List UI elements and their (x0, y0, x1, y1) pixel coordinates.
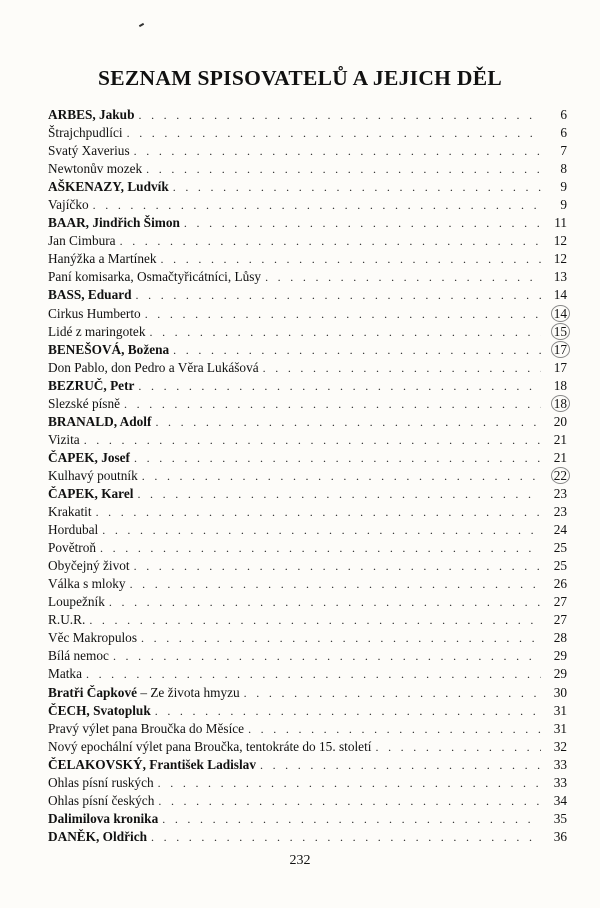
toc-entry-label: Don Pablo, don Pedro a Věra Lukášová (48, 359, 259, 375)
dot-leader (184, 214, 541, 232)
toc-entry (48, 629, 567, 647)
dot-leader (155, 702, 541, 720)
toc-entry-page: 7 (560, 143, 567, 159)
toc-entry (48, 792, 567, 810)
toc-entry-label: Vajíčko (48, 197, 89, 213)
toc-entry-label: Válka s mloky (48, 576, 126, 592)
toc-entry (48, 810, 567, 828)
toc-entry-page: 25 (553, 558, 567, 574)
toc-entry-label: BASS, Eduard (48, 287, 132, 303)
dot-leader (124, 395, 541, 413)
toc-entry (48, 449, 567, 467)
dot-leader (155, 413, 541, 431)
toc-entry-page: 32 (553, 738, 567, 754)
toc-entry (48, 178, 567, 196)
toc-entry (48, 250, 567, 268)
toc-entry-label: Nový epochální výlet pana Broučka, tentokráte do 15. století (48, 738, 372, 754)
toc-entry-label: BENEŠOVÁ, Božena (48, 341, 170, 357)
toc-entry-page: 20 (553, 413, 567, 429)
dot-leader (158, 792, 541, 810)
toc-entry-page: 17 (553, 359, 567, 375)
toc-entry (48, 232, 567, 250)
toc-entry-page: 30 (553, 684, 567, 700)
toc-entry-label: Štrajchpudlíci (48, 125, 123, 141)
toc-entry-page: 14 (545, 305, 567, 323)
toc-entry (48, 575, 567, 593)
toc-entry-page: 17 (545, 341, 567, 359)
toc-entry-page: 21 (553, 431, 567, 447)
dot-leader (93, 196, 541, 214)
dot-leader (158, 774, 541, 792)
toc-entry-label: Bílá nemoc (48, 648, 109, 664)
toc-entry-label: Hanýžka a Martínek (48, 251, 157, 267)
dot-leader (151, 828, 541, 846)
toc-entry-page: 6 (560, 107, 567, 122)
toc-entry-label: BRANALD, Adolf (48, 413, 152, 429)
toc-entry-label: Bratři Čapkové – Ze života hmyzu (48, 684, 240, 700)
toc-entry-page: 33 (553, 774, 567, 790)
toc-entry-label: Svatý Xaverius (48, 143, 130, 159)
toc-entry-label: Povětroň (48, 540, 97, 556)
toc-entry (48, 106, 567, 124)
toc-entry-label: ČECH, Svatopluk (48, 702, 151, 718)
dot-leader (146, 160, 541, 178)
toc-entry (48, 720, 567, 738)
toc-entry-label: Paní komisarka, Osmačtyřicátníci, Lůsy (48, 269, 262, 285)
toc-entry (48, 774, 567, 792)
toc-entry (48, 413, 567, 431)
dot-leader (138, 377, 541, 395)
toc-entry-page: 33 (553, 756, 567, 772)
dot-leader (136, 286, 541, 304)
toc-entry-label: Lidé z maringotek (48, 323, 146, 339)
toc-entry (48, 377, 567, 395)
dot-leader (145, 305, 541, 323)
toc-entry-label: Newtonův mozek (48, 161, 143, 177)
toc-entry-label: Cirkus Humberto (48, 305, 141, 321)
toc-entry-page: 27 (553, 594, 567, 610)
dot-leader (260, 756, 541, 774)
dot-leader (120, 232, 541, 250)
toc-entry-page: 18 (553, 377, 567, 393)
toc-entry (48, 647, 567, 665)
toc-entry-label: Hordubal (48, 522, 99, 538)
dot-leader (84, 431, 541, 449)
toc-entry-page: 15 (545, 323, 567, 341)
toc-entry-page: 28 (553, 630, 567, 646)
table-of-contents (48, 106, 567, 846)
stray-mark (139, 23, 144, 27)
dot-leader (142, 467, 541, 485)
toc-entry (48, 557, 567, 575)
toc-entry (48, 341, 567, 359)
toc-entry (48, 395, 567, 413)
toc-entry-page: 29 (553, 648, 567, 664)
toc-entry-label: ARBES, Jakub (48, 107, 135, 122)
toc-entry (48, 359, 567, 377)
toc-entry-page: 6 (560, 125, 567, 141)
toc-entry (48, 828, 567, 846)
toc-entry (48, 142, 567, 160)
toc-entry-page: 9 (560, 179, 567, 195)
toc-entry-page: 25 (553, 540, 567, 556)
toc-entry (48, 467, 567, 485)
toc-entry (48, 738, 567, 756)
toc-entry-label: Kulhavý poutník (48, 467, 138, 483)
toc-entry-label: ČAPEK, Karel (48, 485, 134, 501)
toc-entry (48, 431, 567, 449)
toc-entry-label: Loupežník (48, 594, 105, 610)
dot-leader (138, 106, 541, 124)
dot-leader (375, 738, 541, 756)
toc-entry (48, 196, 567, 214)
dot-leader (127, 124, 541, 142)
dot-leader (162, 810, 541, 828)
dot-leader (149, 323, 541, 341)
toc-entry-page: 23 (553, 504, 567, 520)
toc-entry-label: Ohlas písní ruských (48, 774, 154, 790)
toc-entry-page: 23 (553, 485, 567, 501)
page-title: SEZNAM SPISOVATELŮ A JEJICH DĚL (98, 66, 502, 90)
toc-entry-page: 21 (553, 449, 567, 465)
toc-entry (48, 539, 567, 557)
dot-leader (173, 341, 541, 359)
toc-entry-page: 29 (553, 666, 567, 682)
toc-entry (48, 305, 567, 323)
dot-leader (96, 503, 541, 521)
dot-leader (134, 557, 541, 575)
toc-entry-page: 22 (545, 467, 567, 485)
dot-leader (248, 720, 541, 738)
toc-entry-label: Pravý výlet pana Broučka do Měsíce (48, 720, 245, 736)
toc-entry (48, 593, 567, 611)
toc-entry (48, 611, 567, 629)
dot-leader (173, 178, 541, 196)
toc-entry-label: Slezské písně (48, 395, 121, 411)
dot-leader (100, 539, 541, 557)
toc-entry-page: 26 (553, 576, 567, 592)
toc-entry (48, 124, 567, 142)
toc-entry-page: 12 (553, 251, 567, 267)
toc-entry-label: Obyčejný život (48, 558, 130, 574)
toc-entry-label: DANĚK, Oldřich (48, 828, 147, 844)
toc-entry (48, 756, 567, 774)
toc-entry-label: Matka (48, 666, 82, 682)
toc-entry-label: Dalimilova kronika (48, 810, 159, 826)
toc-entry-page: 12 (553, 233, 567, 249)
toc-entry-page: 36 (553, 828, 567, 844)
toc-entry-label: ČAPEK, Josef (48, 449, 130, 465)
toc-entry-page: 9 (560, 197, 567, 213)
toc-entry (48, 485, 567, 503)
toc-entry-page: 13 (553, 269, 567, 285)
page-number: 232 (289, 853, 311, 868)
toc-entry-page: 8 (560, 161, 567, 177)
toc-entry-page: 31 (553, 702, 567, 718)
toc-entry (48, 286, 567, 304)
toc-entry (48, 268, 567, 286)
toc-entry-label: Jan Cimbura (48, 233, 116, 249)
toc-entry-label: Krakatit (48, 504, 92, 520)
toc-entry-label: Věc Makropulos (48, 630, 137, 646)
toc-entry (48, 160, 567, 178)
toc-entry-page: 18 (545, 395, 567, 413)
toc-entry-page: 14 (553, 287, 567, 303)
toc-entry (48, 665, 567, 683)
toc-entry-label: ČELAKOVSKÝ, František Ladislav (48, 756, 256, 772)
dot-leader (113, 647, 541, 665)
toc-entry (48, 323, 567, 341)
toc-entry (48, 503, 567, 521)
toc-entry-label: AŠKENAZY, Ludvík (48, 179, 169, 195)
dot-leader (265, 268, 541, 286)
dot-leader (161, 250, 541, 268)
toc-entry (48, 214, 567, 232)
dot-leader (102, 521, 541, 539)
toc-entry-page: 24 (553, 522, 567, 538)
toc-entry (48, 521, 567, 539)
toc-entry-page: 27 (553, 612, 567, 628)
toc-entry-page: 35 (553, 810, 567, 826)
toc-entry-label: Vizita (48, 431, 80, 447)
toc-entry-page: 34 (553, 792, 567, 808)
toc-entry-page: 31 (553, 720, 567, 736)
dot-leader (86, 665, 541, 683)
dot-leader (134, 142, 541, 160)
dot-leader (134, 449, 541, 467)
dot-leader (244, 684, 541, 702)
toc-entry (48, 702, 567, 720)
dot-leader (141, 629, 541, 647)
dot-leader (263, 359, 541, 377)
dot-leader (109, 593, 541, 611)
dot-leader (130, 575, 541, 593)
dot-leader (89, 611, 541, 629)
toc-entry-label: R.U.R. (48, 612, 86, 628)
toc-entry (48, 684, 567, 702)
toc-entry-label: BAAR, Jindřich Šimon (48, 215, 180, 231)
toc-entry-label: BEZRUČ, Petr (48, 377, 135, 393)
dot-leader (137, 485, 541, 503)
toc-entry-label: Ohlas písní českých (48, 792, 155, 808)
toc-entry-page: 11 (554, 215, 567, 231)
